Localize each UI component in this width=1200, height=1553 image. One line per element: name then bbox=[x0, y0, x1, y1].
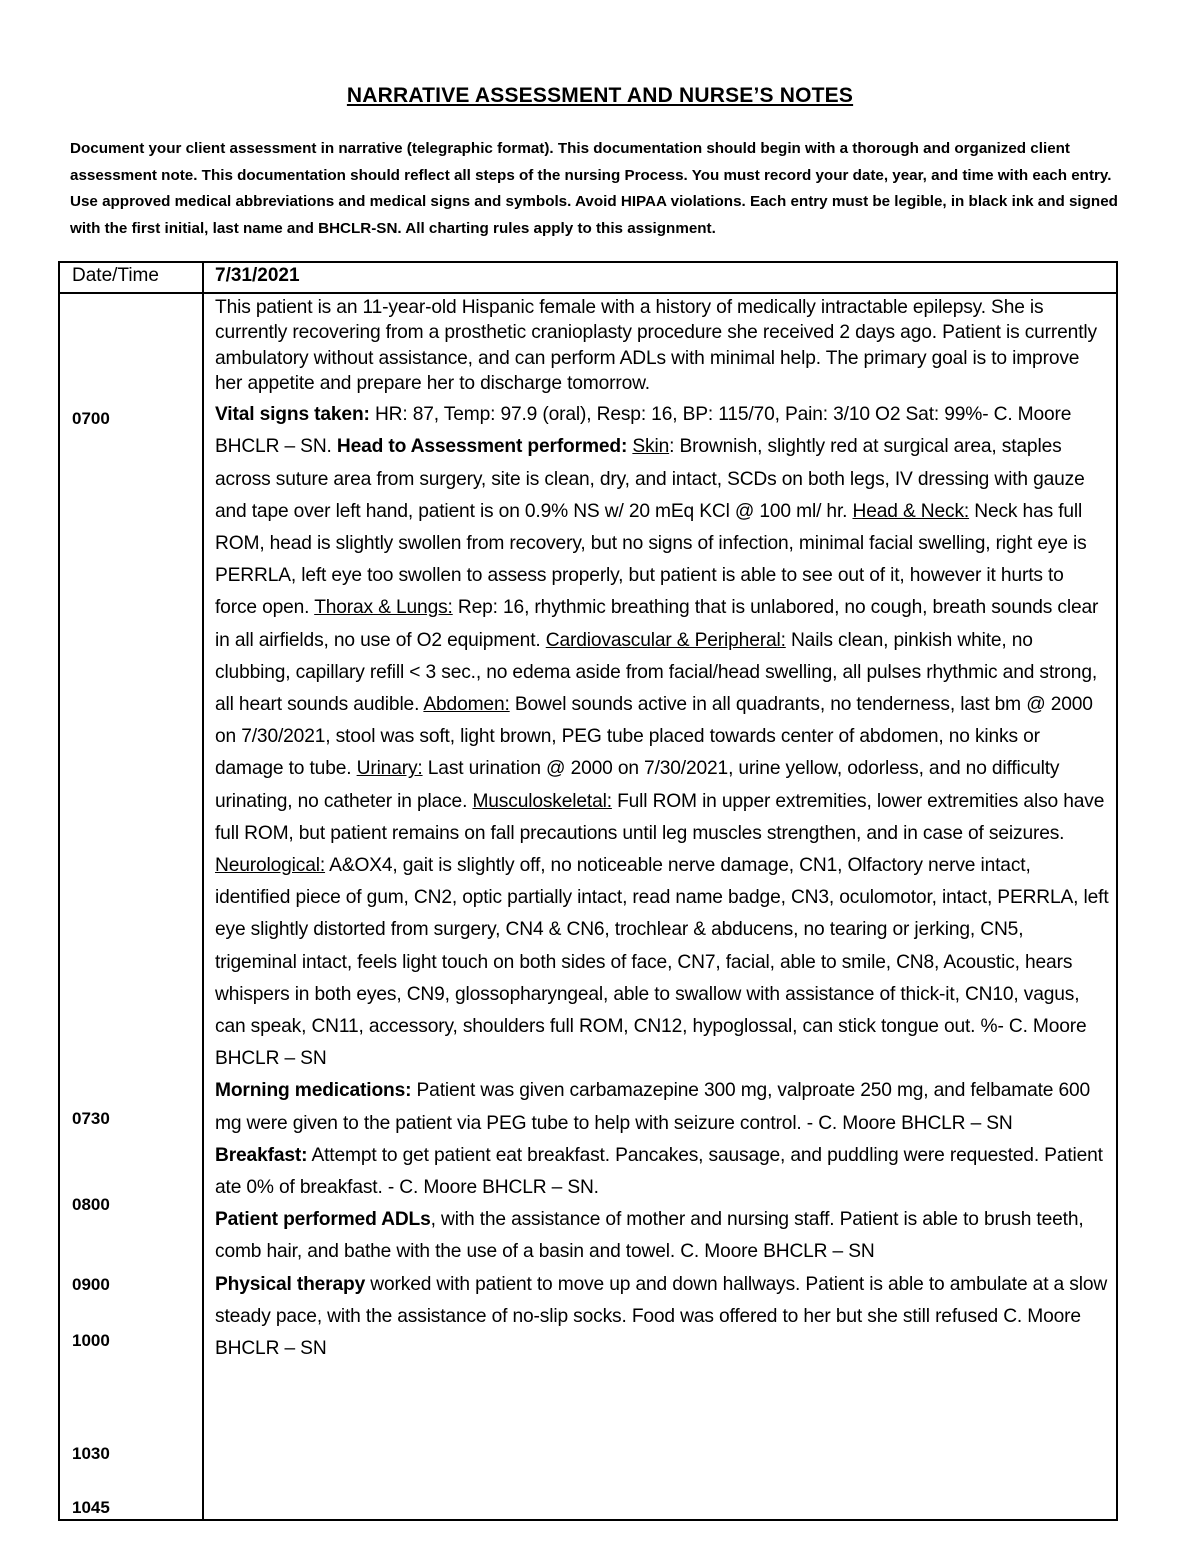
notes-column bbox=[215, 295, 1110, 1365]
breakfast-label: Breakfast: bbox=[215, 1144, 308, 1166]
adls-label: Patient performed ADLs bbox=[215, 1209, 431, 1231]
physical-therapy-entry bbox=[215, 1269, 1110, 1366]
patient-summary: This patient is an 11-year-old Hispanic female with a history of medically intractable epilepsy. She is currently recovering from a prosthetic cranioplasty procedure she received 2 days ago. Patient is currently ambulatory without assistance, and can perform ADLs with minimal help. The primary goal is to improve her appetite and prepare her to discharge tomorrow. bbox=[215, 297, 1097, 394]
time-entry: 0730 bbox=[72, 1109, 110, 1128]
thorax-label: Thorax & Lungs: bbox=[314, 597, 453, 619]
cardio-text: Nails clean, pinkish white, no clubbing, capillary refill < 3 sec., no edema aside from facial/head swelling, all pulses rhythmic and strong, all heart sounds audible. bbox=[215, 629, 1098, 716]
musculo-label: Musculoskeletal: bbox=[472, 790, 612, 812]
page-title: NARRATIVE ASSESSMENT AND NURSE’S NOTES bbox=[346, 84, 854, 107]
breakfast-text: Attempt to get patient eat breakfast. Pancakes, sausage, and puddling were requested. Patient ate 0% of breakfast. - C. Moore BHCLR – SN. bbox=[215, 1144, 1103, 1199]
thorax-text: Rep: 16, rhythmic breathing that is unlabored, no cough, breath sounds clear in all airfields, no use of O2 equipment. bbox=[215, 597, 1099, 651]
head-neck-text: Neck has full ROM, head is slightly swollen from recovery, but no signs of infection, minimal facial swelling, right eye is PERRLA, left eye too swollen to assess properly, but patient is able to see out of it, however it hurts to force open. bbox=[215, 500, 1087, 619]
pt-text: worked with patient to move up and down hallways. Patient is able to ambulate at a slow steady pace, with the assistance of no-slip socks. Food was offered to her but she still refused C. Moore BHCLR – SN bbox=[215, 1273, 1108, 1360]
head-neck-label: Head & Neck: bbox=[852, 500, 970, 522]
entry-date: 7/31/2021 bbox=[215, 265, 300, 286]
pt-label: Physical therapy bbox=[215, 1273, 366, 1295]
time-entry: 1000 bbox=[72, 1331, 110, 1350]
medications-entry bbox=[215, 1075, 1110, 1139]
breakfast-entry bbox=[215, 1140, 1110, 1204]
adls-entry bbox=[215, 1204, 1110, 1268]
skin-label: Skin bbox=[632, 436, 670, 458]
meds-text: Patient was given carbamazepine 300 mg, valproate 250 mg, and felbamate 600 mg were given to the patient via PEG tube to help with seizure control. - C. Moore BHCLR – SN bbox=[215, 1080, 1091, 1134]
time-entry: 0800 bbox=[72, 1195, 110, 1214]
time-entry: 1030 bbox=[72, 1444, 110, 1463]
time-entry: 0700 bbox=[72, 409, 110, 428]
notes-table bbox=[58, 261, 1118, 1521]
meds-label: Morning medications: bbox=[215, 1080, 412, 1102]
cardio-label: Cardiovascular & Peripheral: bbox=[545, 629, 786, 651]
neuro-label: Neurological: bbox=[215, 855, 326, 877]
column-divider bbox=[202, 263, 204, 1519]
neuro-text: A&OX4, gait is slightly off, no noticeable nerve damage, CN1, Olfactory nerve intact, identified piece of gum, CN2, optic partially intact, read name badge, CN3, oculomotor, intact, PERRLA, left eye slightly distorted from surgery, CN4 & CN6, trochlear & abducens, no tearing or jerking, CN5, trigeminal intact, feels light touch on both sides of face, CN7, facial, able to smile, CN8, Acoustic, hears whispers in both eyes, CN9, glossopharyngeal, able to swallow with assistance of thick-it, CN10, vagus, can speak, CN11, accessory, shoulders full ROM, CN12, hypoglossal, can stick tongue out. %- C. Moore BHCLR – SN bbox=[215, 855, 1109, 1070]
head-to-label: Head to Assessment performed: bbox=[336, 436, 628, 458]
date-time-header: Date/Time bbox=[72, 265, 159, 286]
time-entry: 1045 bbox=[72, 1498, 110, 1517]
urinary-text: Last urination @ 2000 on 7/30/2021, urine yellow, odorless, and no difficulty urinating, no catheter in place. bbox=[215, 758, 1060, 812]
assessment-entry bbox=[215, 399, 1110, 1075]
adls-text: , with the assistance of mother and nursing staff. Patient is able to brush teeth, comb hair, and bathe with the use of a basin and towel. C. Moore BHCLR – SN bbox=[215, 1209, 1084, 1263]
abdomen-label: Abdomen: bbox=[423, 694, 510, 716]
skin-text: : Brownish, slightly red at surgical area, staples across suture area from surgery, site is clean, dry, and intact, SCDs on both legs, IV dressing with gauze and tape over left hand, patient is on 0.9% NS w/ 20 mEq KCl @ 100 ml/ hr. bbox=[215, 436, 1085, 522]
time-column bbox=[60, 263, 200, 1519]
vitals-text: HR: 87, Temp: 97.9 (oral), Resp: 16, BP: 115/70, Pain: 3/10 O2 Sat: 99%- C. Moore BHCLR – SN. bbox=[215, 404, 1072, 458]
time-entry: 0900 bbox=[72, 1275, 110, 1294]
abdomen-text: Bowel sounds active in all quadrants, no tenderness, last bm @ 2000 on 7/30/2021, stool was soft, light brown, PEG tube placed towards center of abdomen, no kinks or damage to tube. bbox=[215, 694, 1093, 780]
urinary-label: Urinary: bbox=[356, 758, 423, 780]
musculo-text: Full ROM in upper extremities, lower extremities also have full ROM, but patient remains on fall precautions until leg muscles strengthen, and in case of seizures. bbox=[215, 790, 1105, 844]
instructions-paragraph: Document your client assessment in narrative (telegraphic format). This documentation should begin with a thorough and organized client assessment note. This documentation should reflect all steps of the nursing Process. You must record your date, year, and time with each entry. Use approved medical abbreviations and medical signs and symbols. Avoid HIPAA violations. Each entry must be legible, in black ink and signed with the first initial, last name and BHCLR-SN. All charting rules apply to this assignment. bbox=[70, 140, 1118, 237]
vitals-label: Vital signs taken: bbox=[215, 404, 370, 426]
header-divider bbox=[60, 292, 1116, 294]
